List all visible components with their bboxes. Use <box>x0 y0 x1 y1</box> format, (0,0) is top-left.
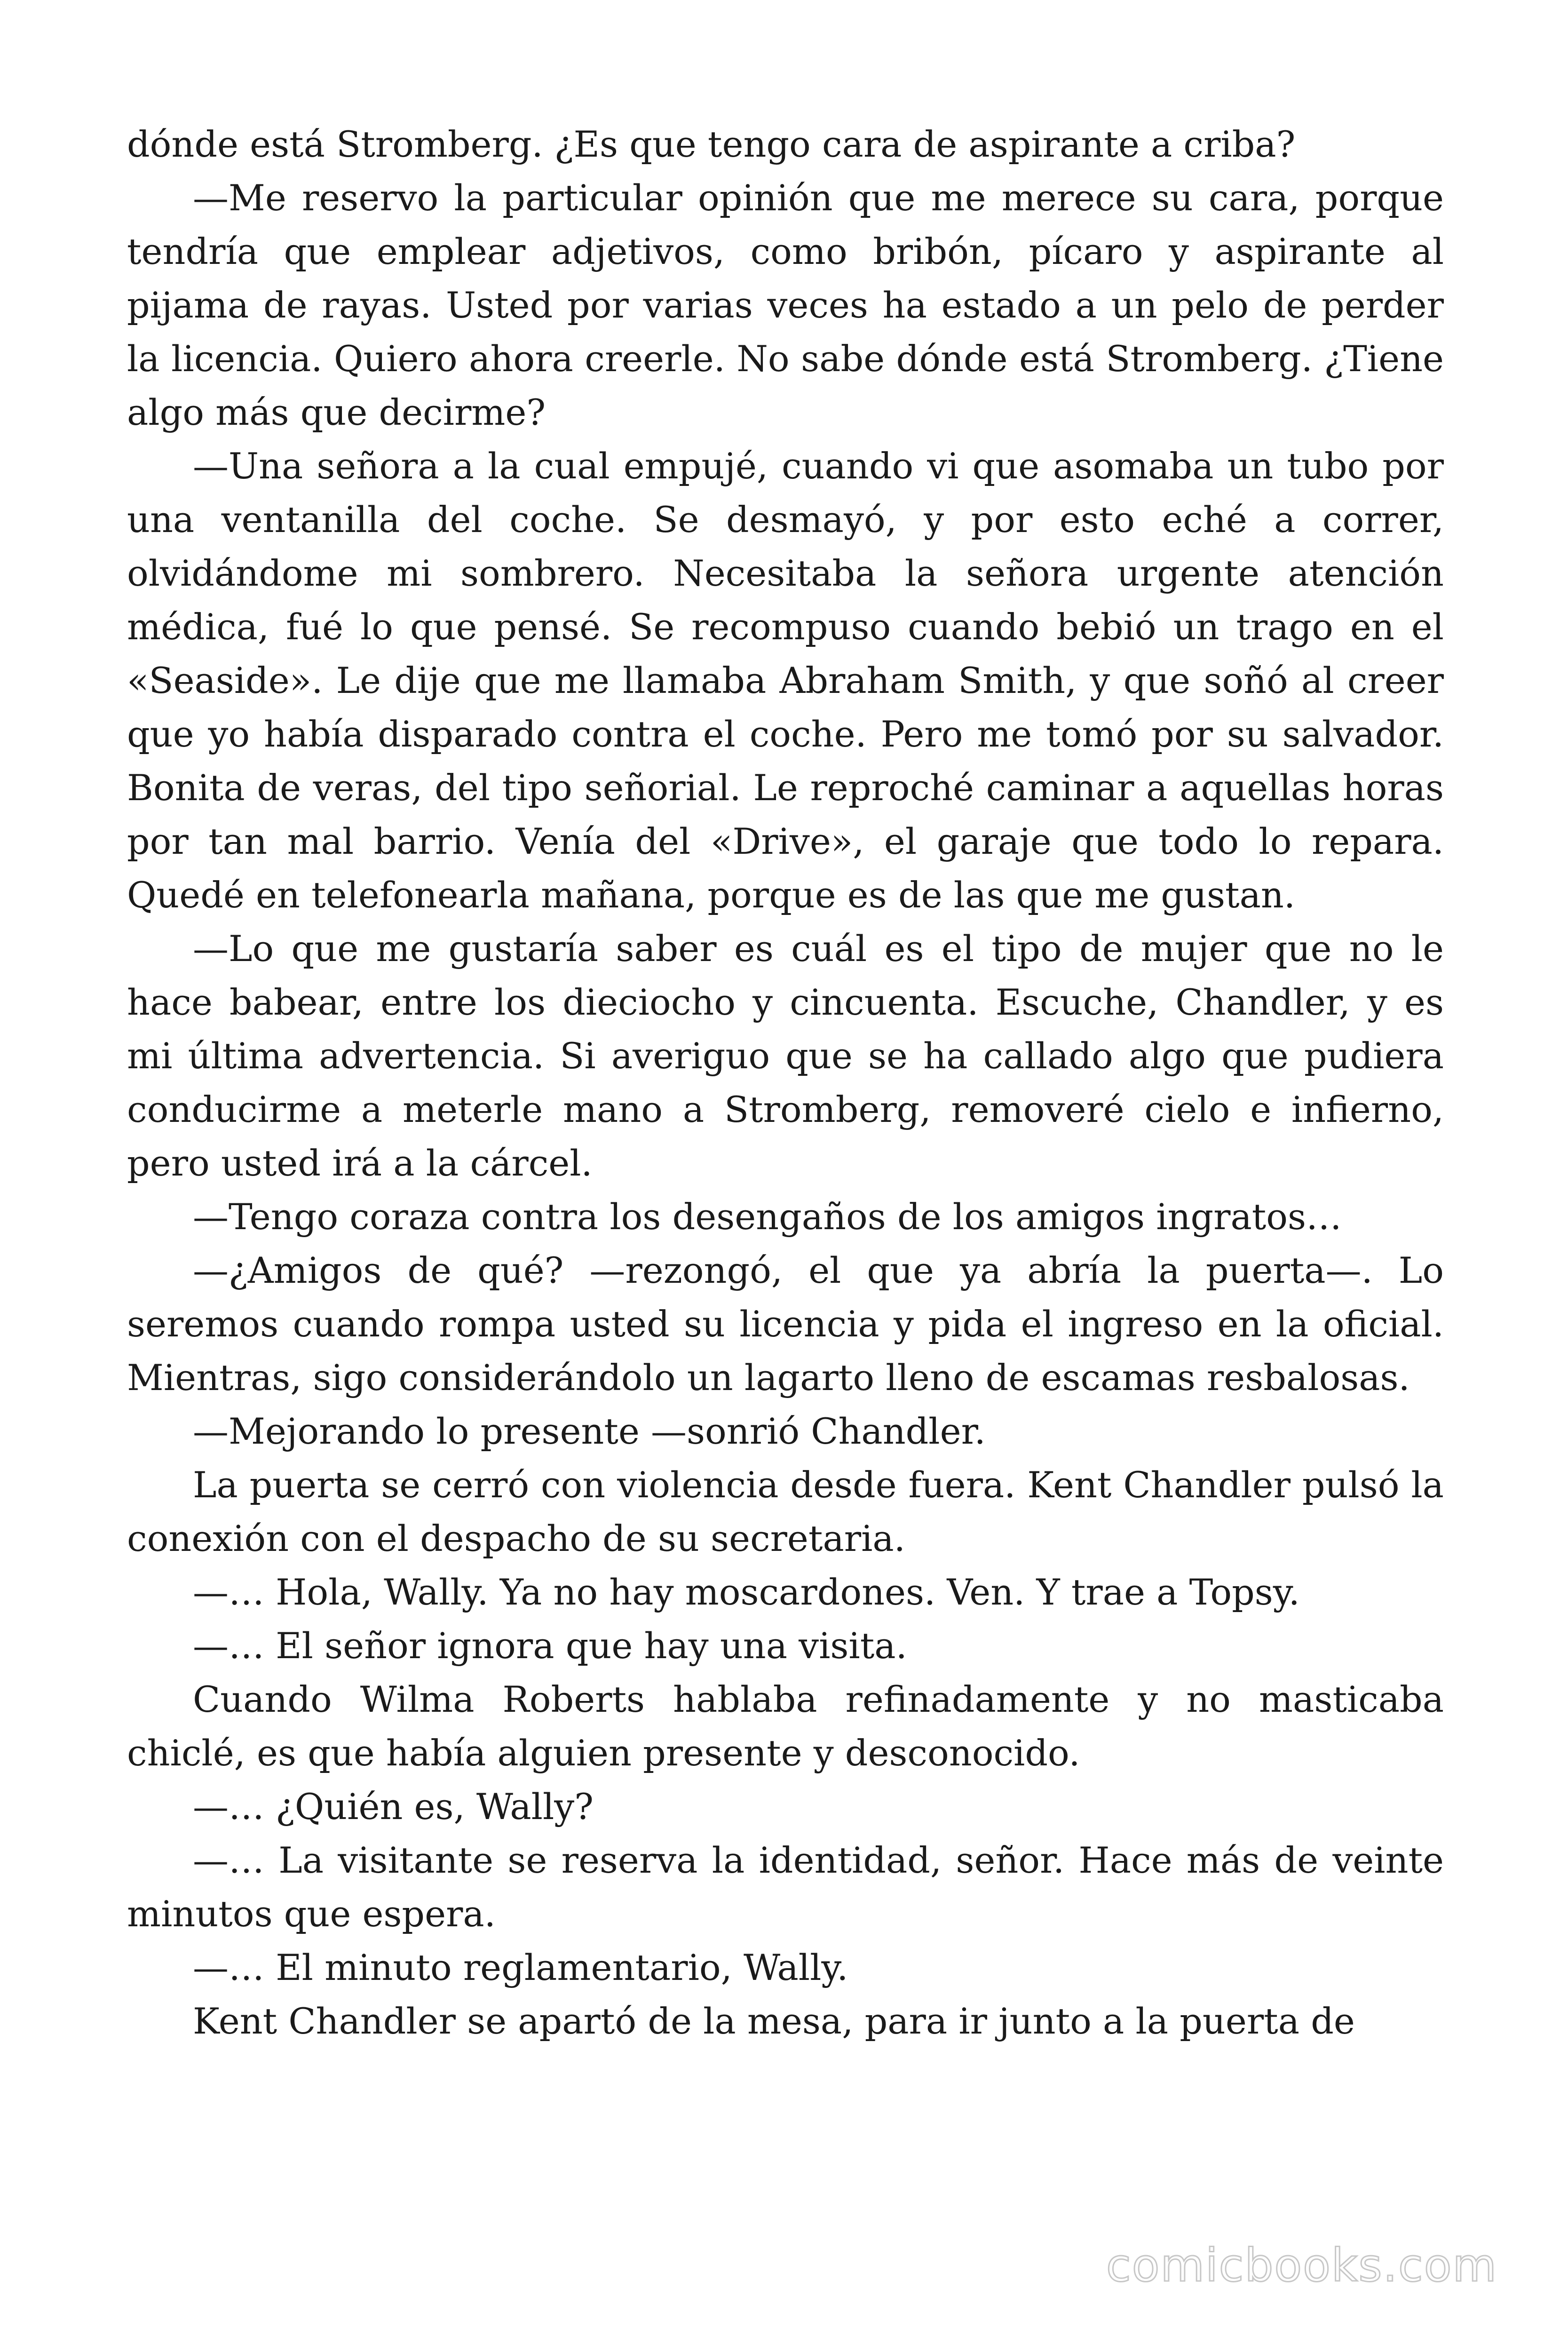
watermark: comicbooks.com <box>1106 2239 1497 2292</box>
book-page <box>127 118 1444 2048</box>
paragraph-5: —Tengo coraza contra los desengaños de los amigos ingratos… <box>193 1196 1342 1238</box>
paragraph-14: —… El minuto reglamentario, Wally. <box>193 1947 848 1988</box>
paragraph-7: —Mejorando lo presente —sonrió Chandler. <box>193 1410 986 1452</box>
paragraph-12: —… ¿Quién es, Wally? <box>193 1786 594 1828</box>
paragraph-13: —… La visitante se reserva la identidad, señor. Hace más de veinte minutos que espera. <box>127 1839 1444 1935</box>
paragraph-4: —Lo que me gustaría saber es cuál es el tipo de mujer que no le hace babear, entre los dieciocho y cincuenta. Escuche, Chandler, y es mi última advertencia. Si averiguo que se ha callado algo que pudiera conducirme a meterle mano a Stromberg, removeré cielo e infierno, pero usted irá a la cárcel. <box>127 928 1444 1184</box>
paragraph-8: La puerta se cerró con violencia desde fuera. Kent Chandler pulsó la conexión con el despacho de su secretaria. <box>127 1464 1444 1559</box>
paragraph-9: —… Hola, Wally. Ya no hay moscardones. Ven. Y trae a Topsy. <box>193 1571 1300 1613</box>
paragraph-15: Kent Chandler se apartó de la mesa, para ir junto a la puerta de <box>193 2000 1355 2042</box>
paragraph-2: —Me reservo la particular opinión que me merece su cara, porque tendría que emplear adjetivos, como bribón, pícaro y aspirante al pijama de rayas. Usted por varias veces ha estado a un pelo de perder la licencia. Quiero ahora creerle. No sabe dónde está Stromberg. ¿Tiene algo más que decirme? <box>127 177 1444 433</box>
paragraph-3: —Una señora a la cual empujé, cuando vi que asomaba un tubo por una ventanilla del coche. Se desmayó, y por esto eché a correr, olvidándome mi sombrero. Necesitaba la señora urgente atención médica, fué lo que pensé. Se recompuso cuando bebió un trago en el «Seaside». Le dije que me llamaba Abraham Smith, y que soñó al creer que yo había disparado contra el coche. Pero me tomó por su salvador. Bonita de veras, del tipo señorial. Le reproché caminar a aquellas horas por tan mal barrio. Venía del «Drive», el garaje que todo lo repara. Quedé en telefonearla mañana, porque es de las que me gustan. <box>127 445 1444 916</box>
paragraph-11: Cuando Wilma Roberts hablaba refinadamente y no masticaba chiclé, es que había alguien presente y desconocido. <box>127 1678 1444 1774</box>
paragraph-10: —… El señor ignora que hay una visita. <box>193 1625 907 1667</box>
paragraph-1: dónde está Stromberg. ¿Es que tengo cara de aspirante a criba? <box>127 123 1296 165</box>
paragraph-6: —¿Amigos de qué? —rezongó, el que ya abría la puerta—. Lo seremos cuando rompa usted su licencia y pida el ingreso en la oficial. Mientras, sigo considerándolo un lagarto lleno de escamas resbalosas. <box>127 1249 1444 1398</box>
